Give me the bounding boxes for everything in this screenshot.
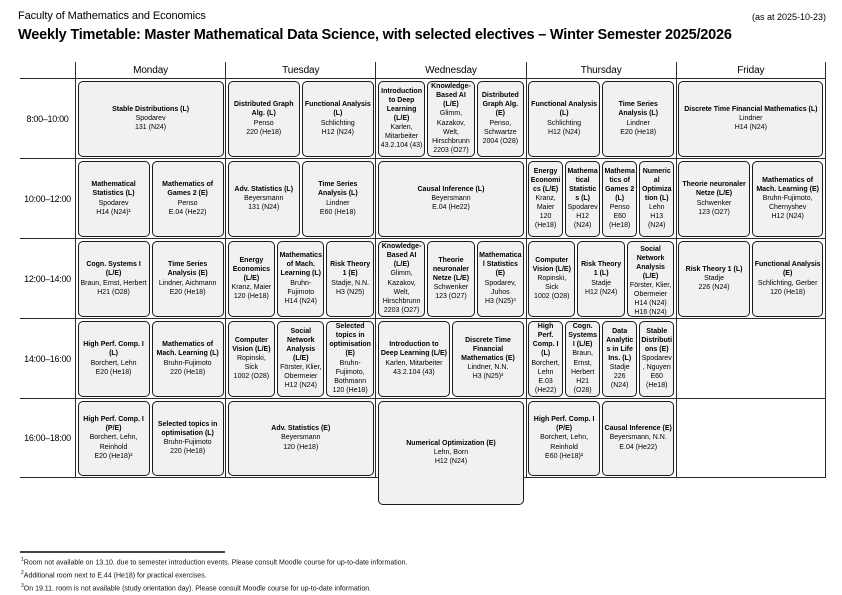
course-cell (678, 241, 750, 317)
day-header-thursday: Thursday (526, 62, 676, 78)
course-lecturers: Stadje, N.N. (331, 279, 370, 287)
course-room: E20 (He18) (169, 288, 206, 296)
course-lecturers: Spodarev, Nguyen (641, 354, 672, 372)
course-cell (326, 241, 373, 317)
course-lecturers: Lindner (326, 199, 350, 207)
day-slot (676, 238, 826, 318)
course-room: 131 (N24) (135, 124, 167, 132)
course-title: Introduction to Deep Learning (L/E) (380, 341, 447, 358)
course-room: 226 (N24) (610, 373, 629, 390)
course-group (527, 239, 676, 318)
course-group (376, 399, 525, 477)
course-cell (565, 161, 600, 237)
course-cell (602, 161, 637, 237)
course-lecturers: Lindner, Aichmann (158, 279, 217, 287)
course-lecturers: Penso (609, 204, 630, 212)
course-cell (639, 321, 674, 397)
course-title: Social Network Analysis (L/E) (286, 327, 316, 362)
course-cell (152, 241, 224, 317)
timetable-grid (20, 62, 826, 478)
course-room: E60 (He18) (319, 208, 356, 216)
course-group (677, 159, 825, 238)
course-lecturers: Ropinski, Sick (236, 354, 266, 372)
day-slot (75, 78, 225, 158)
course-group (226, 79, 375, 158)
course-room: 226 (N24) (698, 284, 730, 292)
course-cell (752, 161, 824, 237)
course-title: Mathematics of Mach. Learning (E) (756, 176, 819, 193)
course-title: Data Analytics in Life Ins. (L) (606, 327, 634, 362)
course-title: Mathematics of Mach. Learning (L) (156, 341, 219, 358)
course-cell (78, 241, 150, 317)
course-lecturers: Borchert, Lehn, Reinhold (89, 434, 138, 451)
course-group (376, 239, 525, 318)
course-title: Theorie neuronaler Netze (L/E) (682, 181, 746, 198)
course-lecturers: Lindner, N.N. (467, 364, 509, 372)
course-room: 220 (He18) (170, 368, 206, 376)
course-room: 120 (He18) (332, 386, 368, 394)
course-lecturers: Beyersmann, N.N. (609, 434, 667, 442)
course-lecturers: Spodarev (135, 114, 166, 122)
course-room: 123 (O27) (698, 208, 730, 216)
course-cell (602, 321, 637, 397)
course-cell (378, 161, 524, 237)
course-title: Numerical Optimization (E) (406, 439, 496, 447)
time-slot-label: 10:00–12:00 (20, 158, 75, 238)
course-title: Social Network Analysis (L/E) (636, 245, 665, 280)
course-cell (639, 161, 674, 237)
course-cell (627, 241, 674, 317)
course-cell (528, 81, 600, 157)
course-title: Distributed Graph Alg. (E) (481, 92, 519, 118)
course-group (376, 79, 525, 158)
course-lecturers: Penso (177, 199, 198, 207)
course-group (527, 319, 676, 398)
course-room: 123 (O27) (435, 293, 467, 301)
course-group (76, 159, 225, 238)
course-room: 1002 (O28) (534, 293, 570, 301)
time-slot-label: 16:00–18:00 (20, 398, 75, 478)
course-cell (302, 81, 374, 157)
course-room: E60 (He18) (608, 213, 631, 230)
day-header-wednesday: Wednesday (375, 62, 525, 78)
day-slot (526, 158, 676, 238)
course-title: Energy Economics (L/E) (232, 256, 271, 282)
course-lecturers: Karlen, Mitarbeiter (385, 359, 443, 367)
course-title: Stable Distributions (L) (112, 105, 190, 113)
course-title: Mathematics of Mach. Learning (L) (279, 252, 322, 278)
course-room: 2004 (O28) (482, 137, 519, 145)
course-title: Stable Distributions (E) (641, 327, 673, 353)
day-slot (225, 398, 375, 478)
course-group (76, 79, 225, 158)
course-cell (277, 321, 324, 397)
course-lecturers: Karlen, Mitarbeiter (385, 124, 419, 141)
time-slot-label: 8:00–10:00 (20, 78, 75, 158)
course-lecturers: Förster, Klier, Obermeier (280, 364, 322, 381)
day-slot (676, 398, 826, 478)
course-lecturers: Borchert, Lehn (90, 359, 137, 367)
course-cell (152, 161, 224, 237)
course-room: H12 (N24) (547, 128, 581, 136)
course-cell (302, 161, 374, 237)
course-title: Knowledge-Based AI (L/E) (431, 83, 471, 109)
day-slot (375, 318, 525, 398)
time-slot-label: 14:00–16:00 (20, 318, 75, 398)
course-cell (277, 241, 324, 317)
course-room: 120 (He18) (283, 443, 319, 451)
course-room: 43.2.104 (43) (380, 142, 423, 150)
course-group (76, 399, 225, 477)
course-room: H3 (N25)³ (472, 373, 504, 381)
course-room: 1002 (O28) (233, 373, 270, 381)
footnote-1: $^1$Room not available on 13.10. due to semester introduction events. Please consult Moodle course for up-to-date information. (21, 557, 408, 567)
course-cell (477, 241, 524, 317)
course-lecturers: Bruhn-Fujimoto (163, 359, 212, 367)
course-lecturers: Glimm, Kazakov, Welt, Hirschbrunn (432, 110, 470, 145)
course-room: E.03 (He22) (534, 377, 557, 394)
course-lecturers: Bruhn-Fujimoto (163, 439, 212, 446)
course-title: Computer Vision (L/E) (232, 336, 271, 353)
course-room: H3 (N25)³ (484, 297, 516, 305)
course-title: Knowledge-Based AI (L/E) (381, 243, 422, 269)
course-room: H12 (N24) (585, 288, 618, 296)
course-cell (678, 161, 750, 237)
course-group (677, 399, 825, 477)
day-slot (526, 318, 676, 398)
course-title: High Perf. Comp. I (P/E) (533, 416, 595, 433)
day-slot (375, 398, 525, 478)
course-title: Functional Analysis (E) (754, 261, 821, 278)
course-group (226, 239, 375, 318)
course-title: Time Series Analysis (L) (618, 101, 659, 118)
course-lecturers: Schlichting (320, 119, 355, 127)
course-room: 120 (He18) (534, 213, 557, 230)
course-cell (528, 321, 563, 397)
course-group (527, 159, 676, 238)
course-title: Computer Vision (L/E) (532, 256, 571, 273)
day-slot (676, 158, 826, 238)
course-lecturers: Lindner (626, 119, 650, 127)
course-room: E.04 (He22) (432, 204, 470, 212)
day-slot (75, 398, 225, 478)
course-lecturers: Lehn, Born (433, 448, 469, 456)
course-lecturers: Penso (253, 119, 274, 127)
course-room: 2203 (O27) (383, 306, 420, 314)
course-room: 2203 (O27) (433, 146, 469, 154)
course-title: Functional Analysis (L) (531, 101, 598, 118)
course-room: E.04 (He22) (168, 208, 207, 216)
course-title: Mathematics of Games 2 (L) (604, 167, 635, 202)
course-title: Causal Inference (L) (417, 185, 485, 193)
course-cell (528, 241, 575, 317)
course-title: High Perf. Comp. I (L) (532, 323, 559, 358)
course-room: H21 (O28) (573, 377, 592, 394)
course-lecturers: Beyersmann (431, 194, 471, 202)
course-lecturers: Beyersmann (244, 194, 284, 202)
course-cell (427, 241, 474, 317)
course-lecturers: Borchert, Lehn (531, 359, 560, 376)
course-group (527, 399, 676, 477)
course-group (376, 319, 525, 398)
day-header-friday: Friday (676, 62, 826, 78)
course-title: Mathematical Statistics (L) (91, 181, 136, 198)
course-title: Numerical Optimization (L) (641, 167, 672, 202)
course-room: 131 (N24) (248, 204, 280, 212)
faculty-name: Faculty of Mathematics and Economics (18, 10, 206, 22)
course-lecturers: Kranz, Maier (231, 284, 272, 292)
course-title: Theorie neuronaler Netze (L/E) (432, 256, 470, 282)
course-title: Adv. Statistics (E) (271, 425, 331, 433)
course-lecturers: Bruhn-Fujimoto, Chernyshev (762, 194, 813, 212)
course-room: H14 (N24) (284, 297, 317, 305)
course-lecturers: Schwenker (696, 199, 732, 207)
course-lecturers: Spodarev, Juhos (484, 279, 517, 296)
course-title: Time Series Analysis (E) (167, 261, 208, 278)
course-lecturers: Spodarev (98, 199, 129, 207)
course-title: Discrete Time Financial Mathematics (E) (461, 336, 515, 362)
course-title: Energy Economics (L/E) (530, 167, 561, 193)
course-cell (602, 81, 674, 157)
course-cell (228, 81, 300, 157)
course-lecturers: Förster, Klier, Obermeier (629, 281, 672, 298)
course-cell (528, 401, 600, 476)
course-title: Causal Inference (E) (604, 425, 672, 433)
course-title: Cogn. Systems I (L/E) (568, 323, 598, 349)
course-cell (378, 321, 450, 397)
day-slot (225, 78, 375, 158)
course-cell (378, 241, 425, 317)
course-cell (477, 81, 524, 157)
course-room: E20 (He18) (620, 128, 657, 136)
day-slot (375, 158, 525, 238)
course-cell (78, 401, 150, 476)
course-group (677, 319, 825, 398)
course-cell (228, 401, 374, 476)
course-lecturers: Braun, Ernst, Herbert (570, 350, 595, 376)
day-slot (526, 238, 676, 318)
course-cell (228, 161, 300, 237)
course-title: Selected topics in optimisation (E) (329, 323, 371, 358)
course-room: 220 (He18) (246, 128, 282, 136)
course-title: Selected topics in optimisation (L) (157, 420, 218, 437)
course-lecturers: Borchert, Lehn, Reinhold (540, 434, 589, 451)
course-lecturers: Lehn (648, 204, 665, 212)
course-room: E20 (He18) (95, 368, 132, 376)
footnote-3: $^3$On 19.11. room is not available (study orientation day). Please consult Moodle course for up-to-date information. (21, 583, 372, 593)
course-title: Cogn. Systems I (L/E) (86, 261, 141, 278)
course-lecturers: Kranz, Maier (535, 194, 556, 212)
course-cell (427, 81, 474, 157)
course-lecturers: Stadje (704, 274, 724, 282)
course-title: Functional Analysis (L) (304, 101, 371, 118)
course-cell (228, 321, 275, 397)
course-title: Introduction to Deep Learning (L/E) (381, 87, 422, 122)
course-cell (565, 321, 600, 397)
course-title: Risk Theory 1 (L) (685, 265, 743, 273)
day-slot (375, 78, 525, 158)
course-group (226, 399, 375, 477)
course-room: H14 (N24)¹ (96, 208, 131, 216)
course-title: High Perf. Comp. I (L) (83, 341, 144, 358)
course-room: H12 (N24) (434, 458, 468, 466)
course-lecturers: Bruhn-Fujimoto, Bothmann (334, 359, 367, 385)
course-room: 120 (He18) (233, 293, 269, 301)
course-title: Time Series Analysis (L) (317, 181, 358, 198)
course-room: H13 (N24) (647, 213, 666, 230)
course-title: Discrete Time Financial Mathematics (L) (684, 105, 818, 113)
footnote-2: $^2$Additional room next to E.44 (He18) for practical exercises. (21, 570, 207, 580)
course-room: E20 (He18)² (94, 452, 133, 460)
course-room: H12 (N24) (321, 128, 354, 136)
course-lecturers: Schlichting, Gerber (757, 279, 818, 287)
day-slot (225, 158, 375, 238)
day-header-tuesday: Tuesday (225, 62, 375, 78)
course-room: 220 (He18) (170, 448, 206, 456)
course-group (226, 159, 375, 238)
course-title: Mathematics of Games 2 (E) (162, 181, 214, 198)
course-lecturers: Lindner (739, 114, 763, 122)
course-group (76, 239, 225, 318)
course-lecturers: Stadje (591, 279, 612, 287)
course-cell (452, 321, 524, 397)
course-group (376, 159, 525, 238)
course-lecturers: Braun, Ernst, Herbert (80, 279, 147, 287)
course-group (76, 319, 225, 398)
course-cell (378, 401, 524, 505)
course-room: H3 (N25) (335, 288, 365, 296)
day-slot (676, 78, 826, 158)
course-title: Mathematical Statistics (E) (479, 252, 522, 278)
course-cell (78, 161, 150, 237)
day-slot (75, 238, 225, 318)
page-title: Weekly Timetable: Master Mathematical Data Science, with selected electives – Winter Semester 2025/2026 (18, 27, 732, 43)
course-title: Risk Theory 1 (E) (330, 261, 371, 278)
course-room: H16 (N24) (634, 309, 667, 317)
course-lecturers: Bruhn-Fujimoto (287, 279, 315, 296)
course-cell (752, 241, 824, 317)
course-cell (228, 241, 275, 317)
course-cell (678, 81, 823, 157)
course-lecturers: Glimm, Kazakov, Welt, Hirschbrunn (382, 270, 421, 305)
course-title: Mathematical Statistics (L) (567, 167, 598, 202)
course-lecturers: Spodarev (567, 204, 598, 212)
course-cell (152, 321, 224, 397)
course-room: H12 (N24) (771, 213, 804, 221)
course-lecturers: Ropinski, Sick (537, 274, 567, 292)
course-cell (326, 321, 373, 397)
course-title: Risk Theory 1 (L) (581, 261, 622, 278)
time-slot-label: 12:00–14:00 (20, 238, 75, 318)
course-room: H14 (N24) (734, 124, 767, 132)
course-title: High Perf. Comp. I (P/E) (83, 416, 144, 433)
course-cell (152, 401, 224, 476)
day-header-monday: Monday (75, 62, 225, 78)
day-slot (225, 238, 375, 318)
as-at-date: (as at 2025-10-23) (751, 12, 826, 22)
day-slot (225, 318, 375, 398)
course-lecturers: Schwenker (433, 284, 469, 292)
course-lecturers: Beyersmann (281, 434, 321, 442)
course-room: E60 (He18) (646, 373, 668, 390)
day-slot (75, 318, 225, 398)
course-cell (378, 81, 425, 157)
course-cell (78, 81, 224, 157)
course-lecturers: Stadje (609, 364, 630, 372)
course-cell (577, 241, 624, 317)
course-room: E.04 (He22) (619, 443, 658, 451)
course-room: H14 (N24) (634, 300, 667, 308)
day-slot (375, 238, 525, 318)
day-slot (526, 78, 676, 158)
course-group (677, 79, 825, 158)
day-slot (676, 318, 826, 398)
course-room: H12 (N24) (573, 213, 592, 230)
footnote-rule (20, 551, 225, 553)
course-lecturers: Schlichting (547, 119, 582, 127)
course-room: H12 (N24) (284, 382, 317, 390)
course-group (226, 319, 375, 398)
day-slot (75, 158, 225, 238)
course-cell (528, 161, 563, 237)
course-group (677, 239, 825, 318)
course-title: Distributed Graph Alg. (L) (233, 101, 294, 118)
course-title: Adv. Statistics (L) (234, 185, 294, 193)
course-cell (602, 401, 674, 476)
grid-corner (20, 62, 75, 78)
course-room: 120 (He18) (770, 288, 806, 296)
course-room: 43.2.104 (43) (393, 368, 435, 376)
course-cell (78, 321, 150, 397)
course-room: E60 (He18)² (545, 452, 584, 460)
course-room: H21 (O28) (97, 288, 130, 296)
footnotes (21, 556, 407, 595)
course-lecturers: Penso, Schwartze (484, 119, 517, 136)
day-slot (526, 398, 676, 478)
course-group (527, 79, 676, 158)
